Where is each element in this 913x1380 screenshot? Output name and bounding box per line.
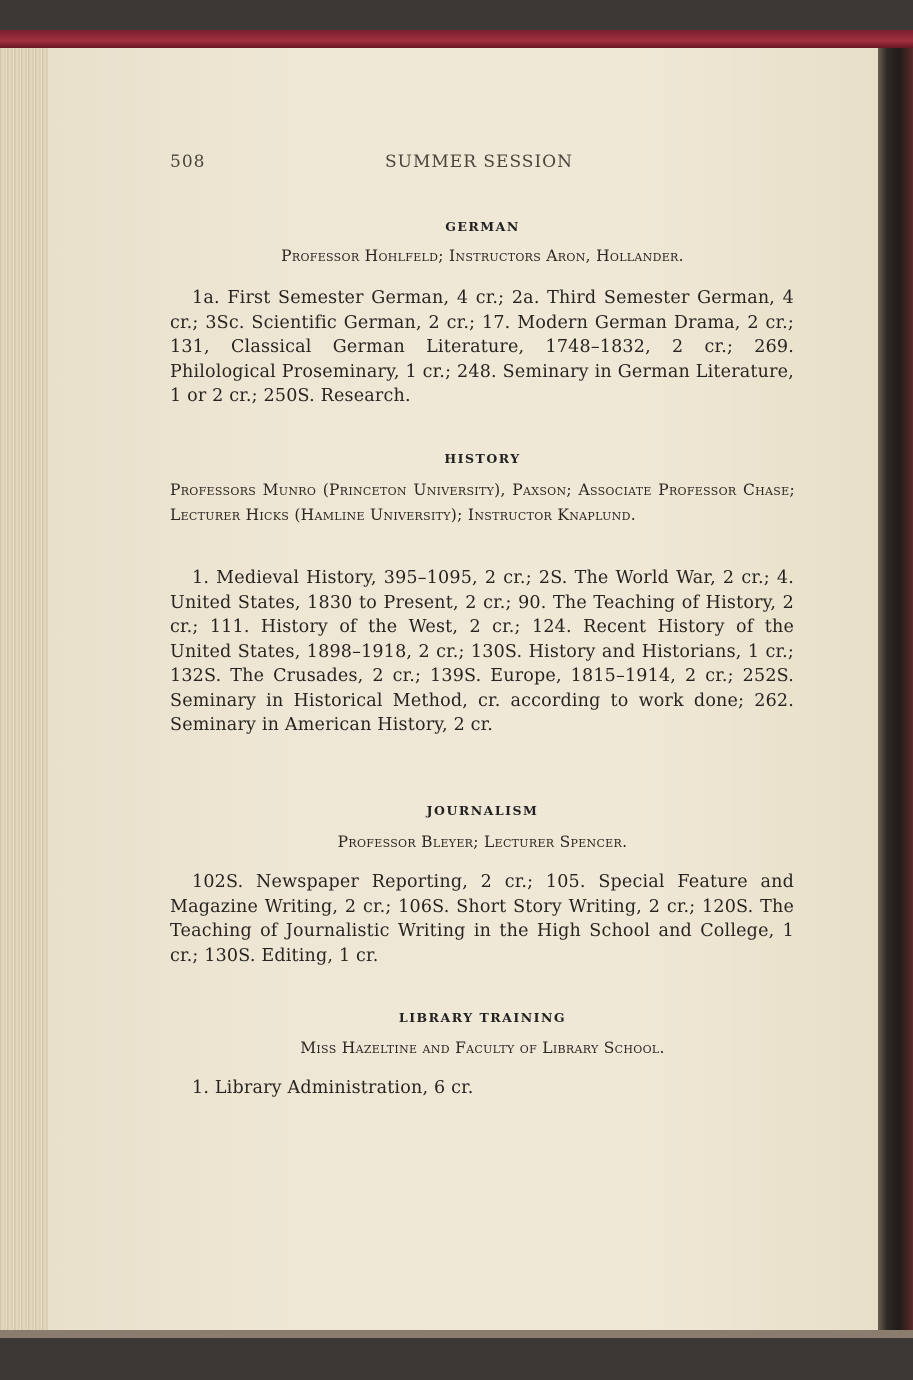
scan-bottom-background xyxy=(0,1330,913,1380)
page-stack-edge xyxy=(0,48,48,1330)
book-cover-edge xyxy=(0,30,913,48)
running-header xyxy=(170,152,795,176)
book-spine xyxy=(878,48,913,1330)
courses-library-training: 1. Library Administration, 6 cr. xyxy=(192,1078,474,1098)
faculty-german: Professor Hohlfeld; Instructors Aron, Hollander. xyxy=(281,247,684,265)
courses-journalism: 102S. Newspaper Reporting, 2 cr.; 105. Special Feature and Magazine Writing, 2 cr.; 106S. Short Story Writing, 2 cr.; 120S. The Teaching of Journalistic Writing in the High School and College, 1 cr.; 130S. Editing, 1 cr. xyxy=(170,872,794,966)
section-title-journalism: JOURNALISM xyxy=(426,803,539,818)
courses-german: 1a. First Semester German, 4 cr.; 2a. Third Semester German, 4 cr.; 3Sc. Scientific German, 2 cr.; 17. Modern German Drama, 2 cr.; 131, Classical German Literature, 1748–1832, 2 cr.; 269. Philological Proseminary, 1 cr.; 248. Seminary in German Literature, 1 or 2 cr.; 250S. Research. xyxy=(170,288,794,406)
faculty-journalism: Professor Bleyer; Lecturer Spencer. xyxy=(337,833,628,851)
section-title-german: GERMAN xyxy=(445,219,520,234)
running-title: SUMMER SESSION xyxy=(385,152,573,172)
page-number: 508 xyxy=(170,152,206,172)
section-title-library-training: LIBRARY TRAINING xyxy=(398,1010,567,1025)
section-title-history: HISTORY xyxy=(444,451,521,466)
courses-history: 1. Medieval History, 395–1095, 2 cr.; 2S. The World War, 2 cr.; 4. United States, 1830 to Present, 2 cr.; 90. The Teaching of History, 2 cr.; 111. History of the West, 2 cr.; 124. Recent History of the United States, 1898–1918, 2 cr.; 130S. History and Historians, 1 cr.; 132S. The Crusades, 2 cr.; 139S. Europe, 1815–1914, 2 cr.; 252S. Seminary in Historical Method, cr. according to work done; 262. Seminary in American History, 2 cr. xyxy=(170,568,794,735)
faculty-history: Professors Munro (Princeton University), Paxson; Associate Professor Chase; Lecturer Hicks (Hamline University); Instructor Knaplund. xyxy=(170,481,795,524)
faculty-library-training: Miss Hazeltine and Faculty of Library School. xyxy=(300,1039,665,1057)
